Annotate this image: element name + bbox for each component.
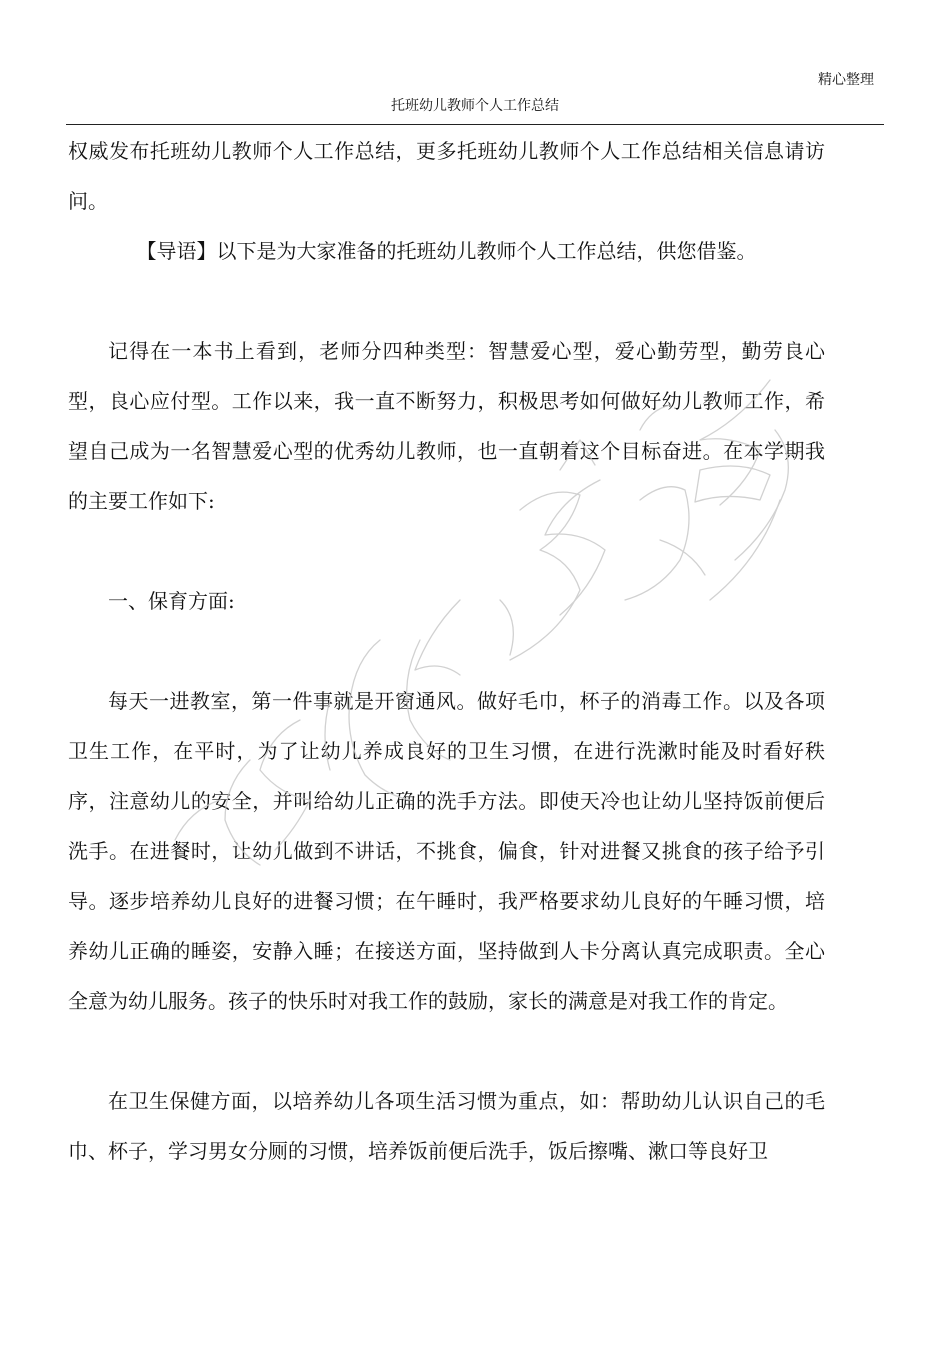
hygiene-paragraph: 在卫生保健方面，以培养幼儿各项生活习惯为重点，如：帮助幼儿认识自己的毛巾、杯子，学习男女分厕的习惯，培养饭前便后洗手，饭后擦嘴、漱口等良好卫 (68, 1089, 825, 1163)
intro-paragraph: 权威发布托班幼儿教师个人工作总结，更多托班幼儿教师个人工作总结相关信息请访问。 (68, 139, 825, 213)
header-title: 托班幼儿教师个人工作总结 (391, 98, 559, 114)
paragraph-gap (68, 526, 825, 576)
opening-paragraph: 记得在一本书上看到，老师分四种类型：智慧爱心型，爱心勤劳型，勤劳良心型，良心应付型。工作以来，我一直不断努力，积极思考如何做好幼儿教师工作，希望自己成为一名智慧爱心型的优秀幼儿教师，也一直朝着这个目标奋进。在本学期我的主要工作如下: (68, 339, 825, 513)
paragraph-gap (68, 1026, 825, 1076)
header-rule (66, 124, 884, 125)
lead-paragraph: 【导语】以下是为大家准备的托班幼儿教师个人工作总结，供您借鉴。 (136, 239, 757, 263)
paragraph-gap (68, 276, 825, 326)
document-body (68, 126, 825, 1176)
care-paragraph: 每天一进教室，第一件事就是开窗通风。做好毛巾，杯子的消毒工作。以及各项卫生工作，在平时，为了让幼儿养成良好的卫生习惯，在进行洗漱时能及时看好秩序，注意幼儿的安全，并叫给幼儿正确的洗手方法。即使天冷也让幼儿坚持饭前便后洗手。在进餐时，让幼儿做到不讲话，不挑食，偏食，针对进餐又挑食的孩子给予引导。逐步培养幼儿良好的进餐习惯；在午睡时，我严格要求幼儿良好的午睡习惯，培养幼儿正确的睡姿，安静入睡；在接送方面，坚持做到人卡分离认真完成职责。全心全意为幼儿服务。孩子的快乐时对我工作的鼓励，家长的满意是对我工作的肯定。 (68, 689, 825, 1013)
paragraph-gap (68, 626, 825, 676)
section-heading: 一、保育方面: (108, 589, 235, 613)
header-note: 精心整理 (818, 72, 874, 88)
